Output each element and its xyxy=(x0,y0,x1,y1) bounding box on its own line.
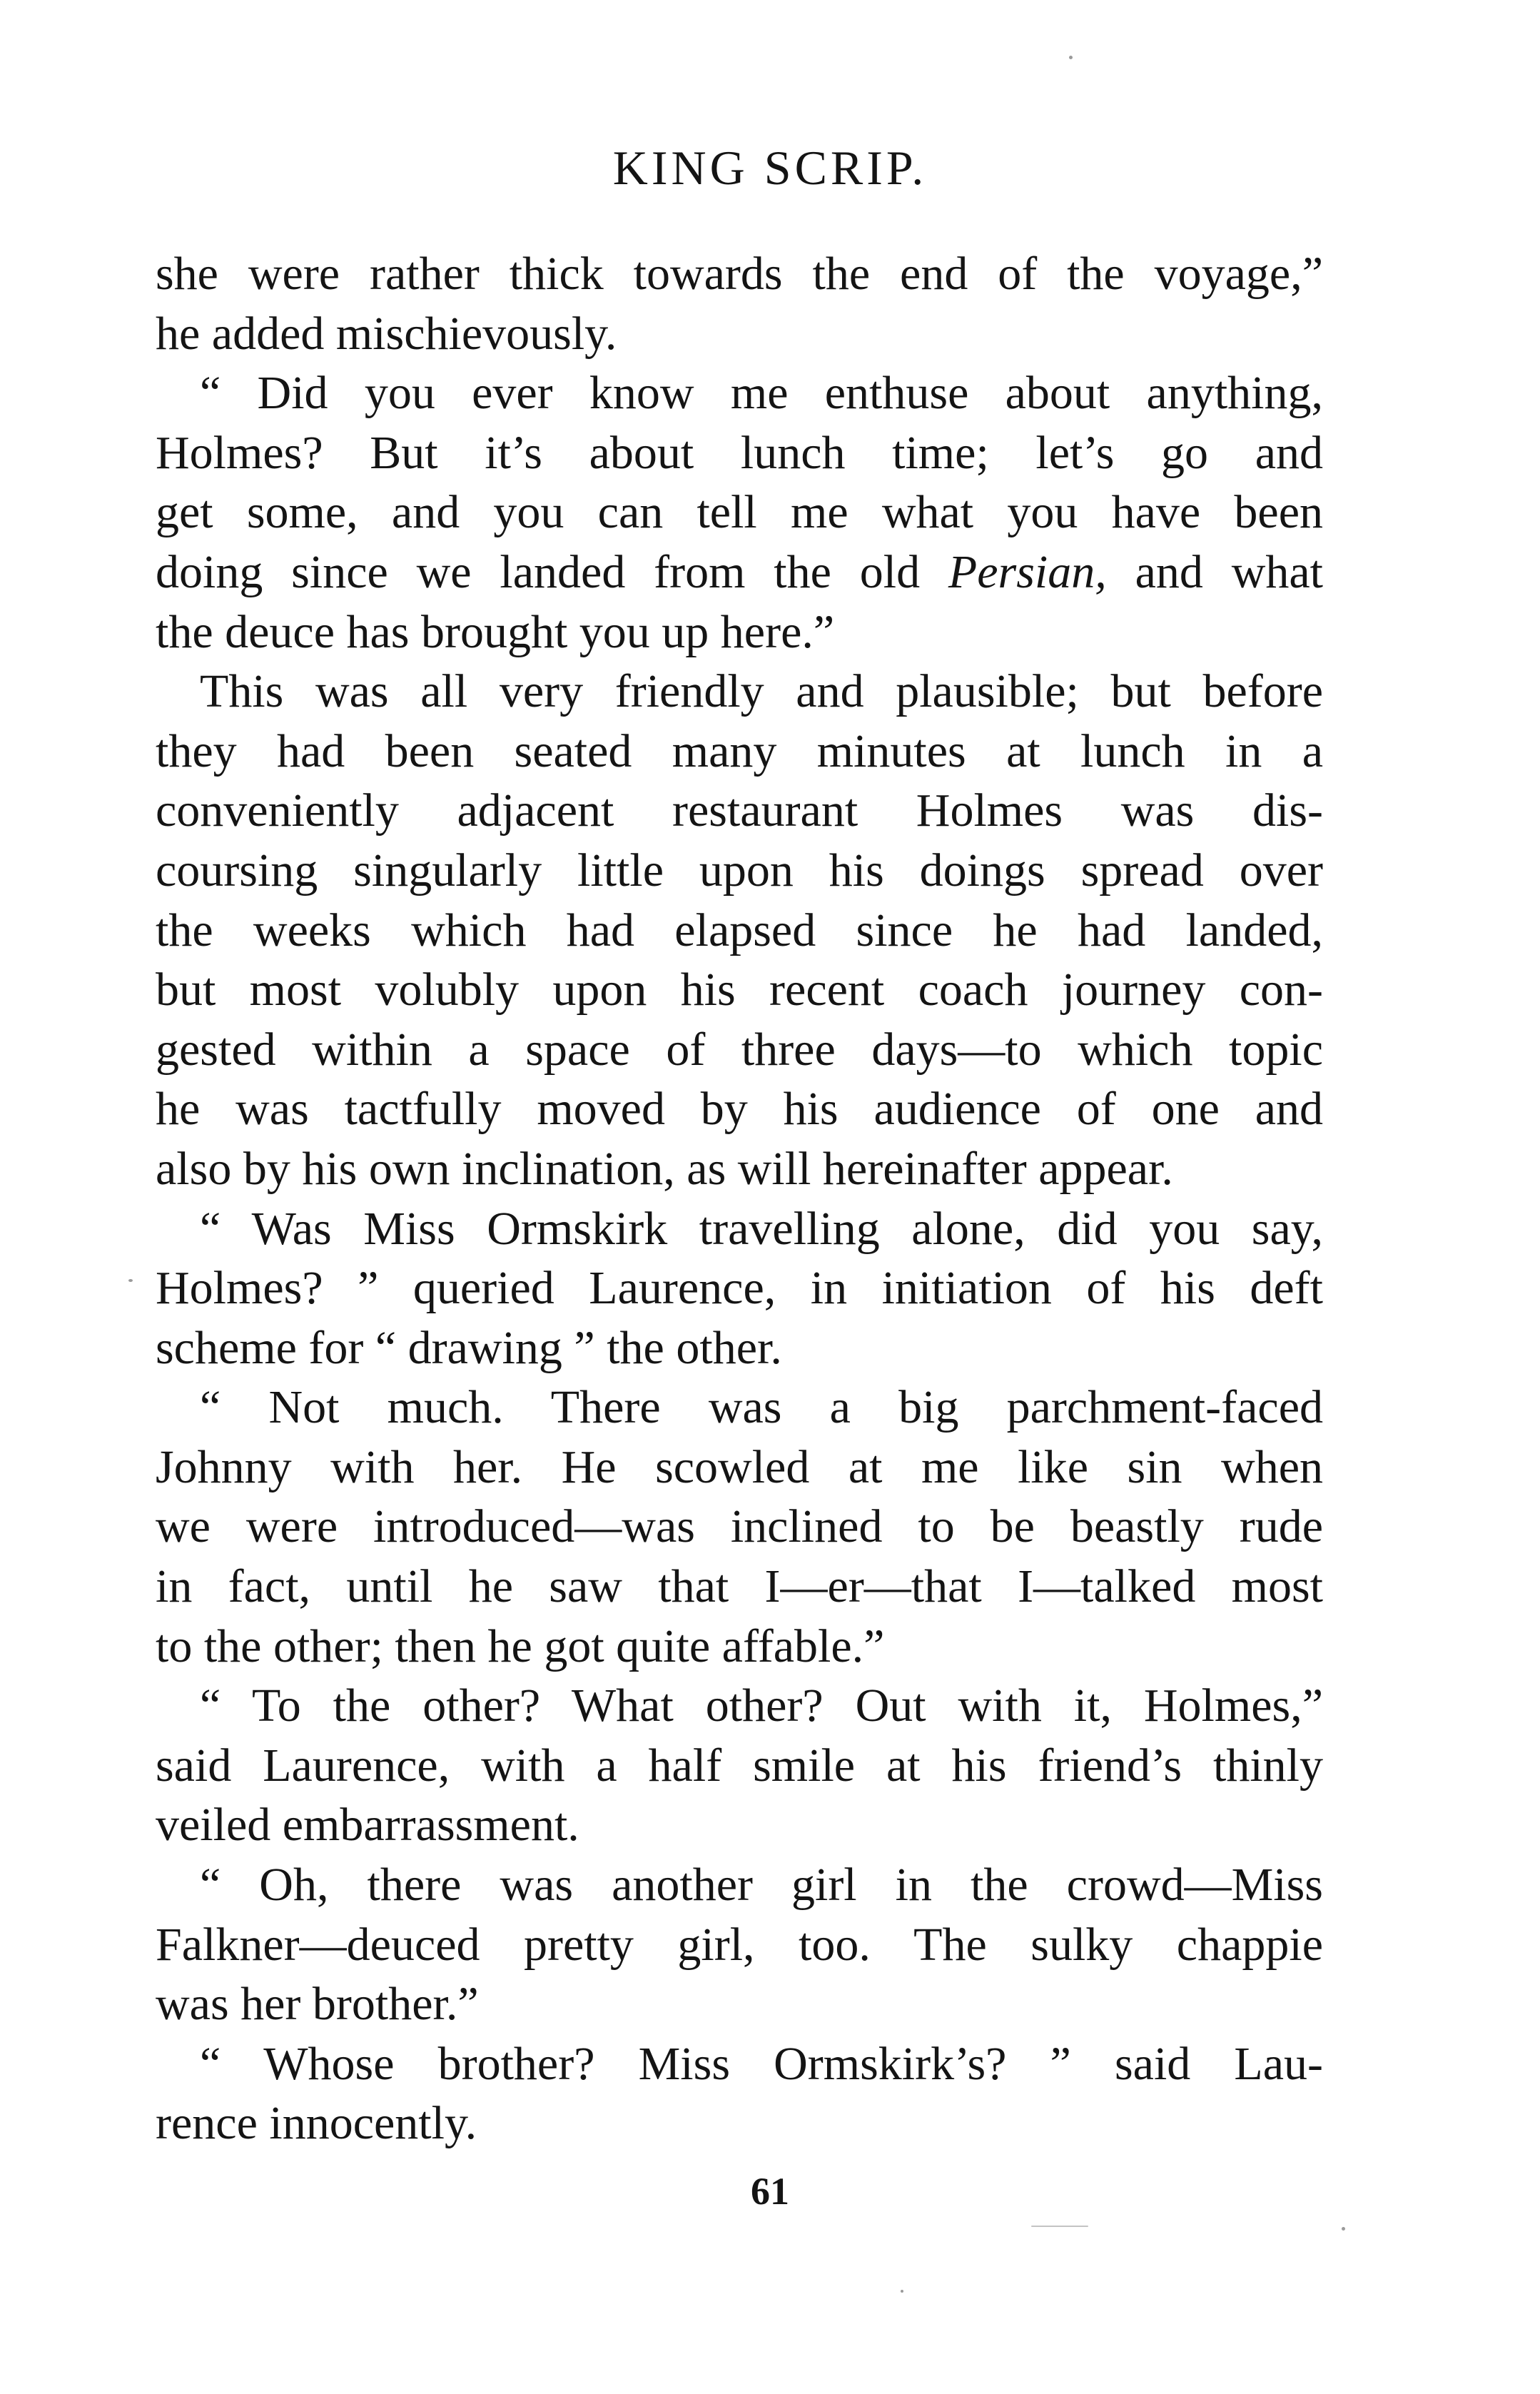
text-line: the weeks which had elapsed since he had landed, xyxy=(156,904,1323,956)
text-line: rence innocently. xyxy=(156,2097,477,2150)
text-line: “ Did you ever know me enthuse about anything, xyxy=(200,367,1323,420)
scan-speck xyxy=(1342,2227,1345,2231)
text-line: Holmes? But it’s about lunch time; let’s go and xyxy=(156,426,1323,479)
text-line: get some, and you can tell me what you have been xyxy=(156,486,1323,539)
text-line: also by his own inclination, as will hereinafter appear. xyxy=(156,1142,1173,1195)
text-line: he was tactfully moved by his audience of one and xyxy=(156,1083,1323,1136)
page-number: 61 xyxy=(751,2170,789,2213)
text-fragment: doing since we landed from the old xyxy=(156,545,948,598)
text-line: in fact, until he saw that I—er—that I—talked most xyxy=(156,1560,1323,1613)
scan-speck xyxy=(1069,56,1073,59)
text-line: conveniently adjacent restaurant Holmes was dis- xyxy=(156,784,1323,837)
text-line: but most volubly upon his recent coach journey con- xyxy=(156,964,1323,1016)
italic-ship-name: Persian, xyxy=(948,545,1107,598)
text-line xyxy=(156,542,1323,602)
body-text xyxy=(156,244,1323,2153)
text-line: “ To the other? What other? Out with it, Holmes,” xyxy=(200,1680,1323,1732)
text-line: veiled embarrassment. xyxy=(156,1799,579,1852)
text-line: coursing singularly little upon his doings spread over xyxy=(156,844,1323,897)
scan-speck xyxy=(1031,2226,1088,2227)
text-line: This was all very friendly and plausible; but before xyxy=(200,665,1323,718)
text-line: said Laurence, with a half smile at his friend’s thinly xyxy=(156,1739,1323,1792)
text-line: “ Not much. There was a big parchment-faced xyxy=(200,1381,1323,1434)
text-line: the deuce has brought you up here.” xyxy=(156,605,835,658)
text-line: Johnny with her. He scowled at me like sin when xyxy=(156,1440,1323,1493)
text-line: scheme for “ drawing ” the other. xyxy=(156,1321,782,1374)
text-line: “ Oh, there was another girl in the crowd—Miss xyxy=(200,1859,1323,1911)
running-head-title: KING SCRIP. xyxy=(612,141,928,195)
text-line: Falkner—deuced pretty girl, too. The sulky chappie xyxy=(156,1918,1323,1971)
text-line: gested within a space of three days—to which topic xyxy=(156,1023,1323,1076)
text-line: “ Was Miss Ormskirk travelling alone, did you say, xyxy=(200,1202,1323,1255)
text-line: he added mischievously. xyxy=(156,307,617,360)
scan-speck xyxy=(128,1279,133,1282)
text-line: was her brother.” xyxy=(156,1978,479,2031)
text-line: Holmes? ” queried Laurence, in initiation of his deft xyxy=(156,1262,1323,1315)
text-fragment: and what xyxy=(1106,545,1324,598)
text-line: to the other; then he got quite affable.” xyxy=(156,1620,885,1672)
text-line: “ Whose brother? Miss Ormskirk’s? ” said Lau- xyxy=(200,2037,1323,2090)
text-line: they had been seated many minutes at lunch in a xyxy=(156,724,1323,777)
scan-speck xyxy=(901,2290,903,2293)
text-line: we were introduced—was inclined to be beastly rude xyxy=(156,1500,1323,1553)
text-line: she were rather thick towards the end of the voyage,” xyxy=(156,248,1323,300)
